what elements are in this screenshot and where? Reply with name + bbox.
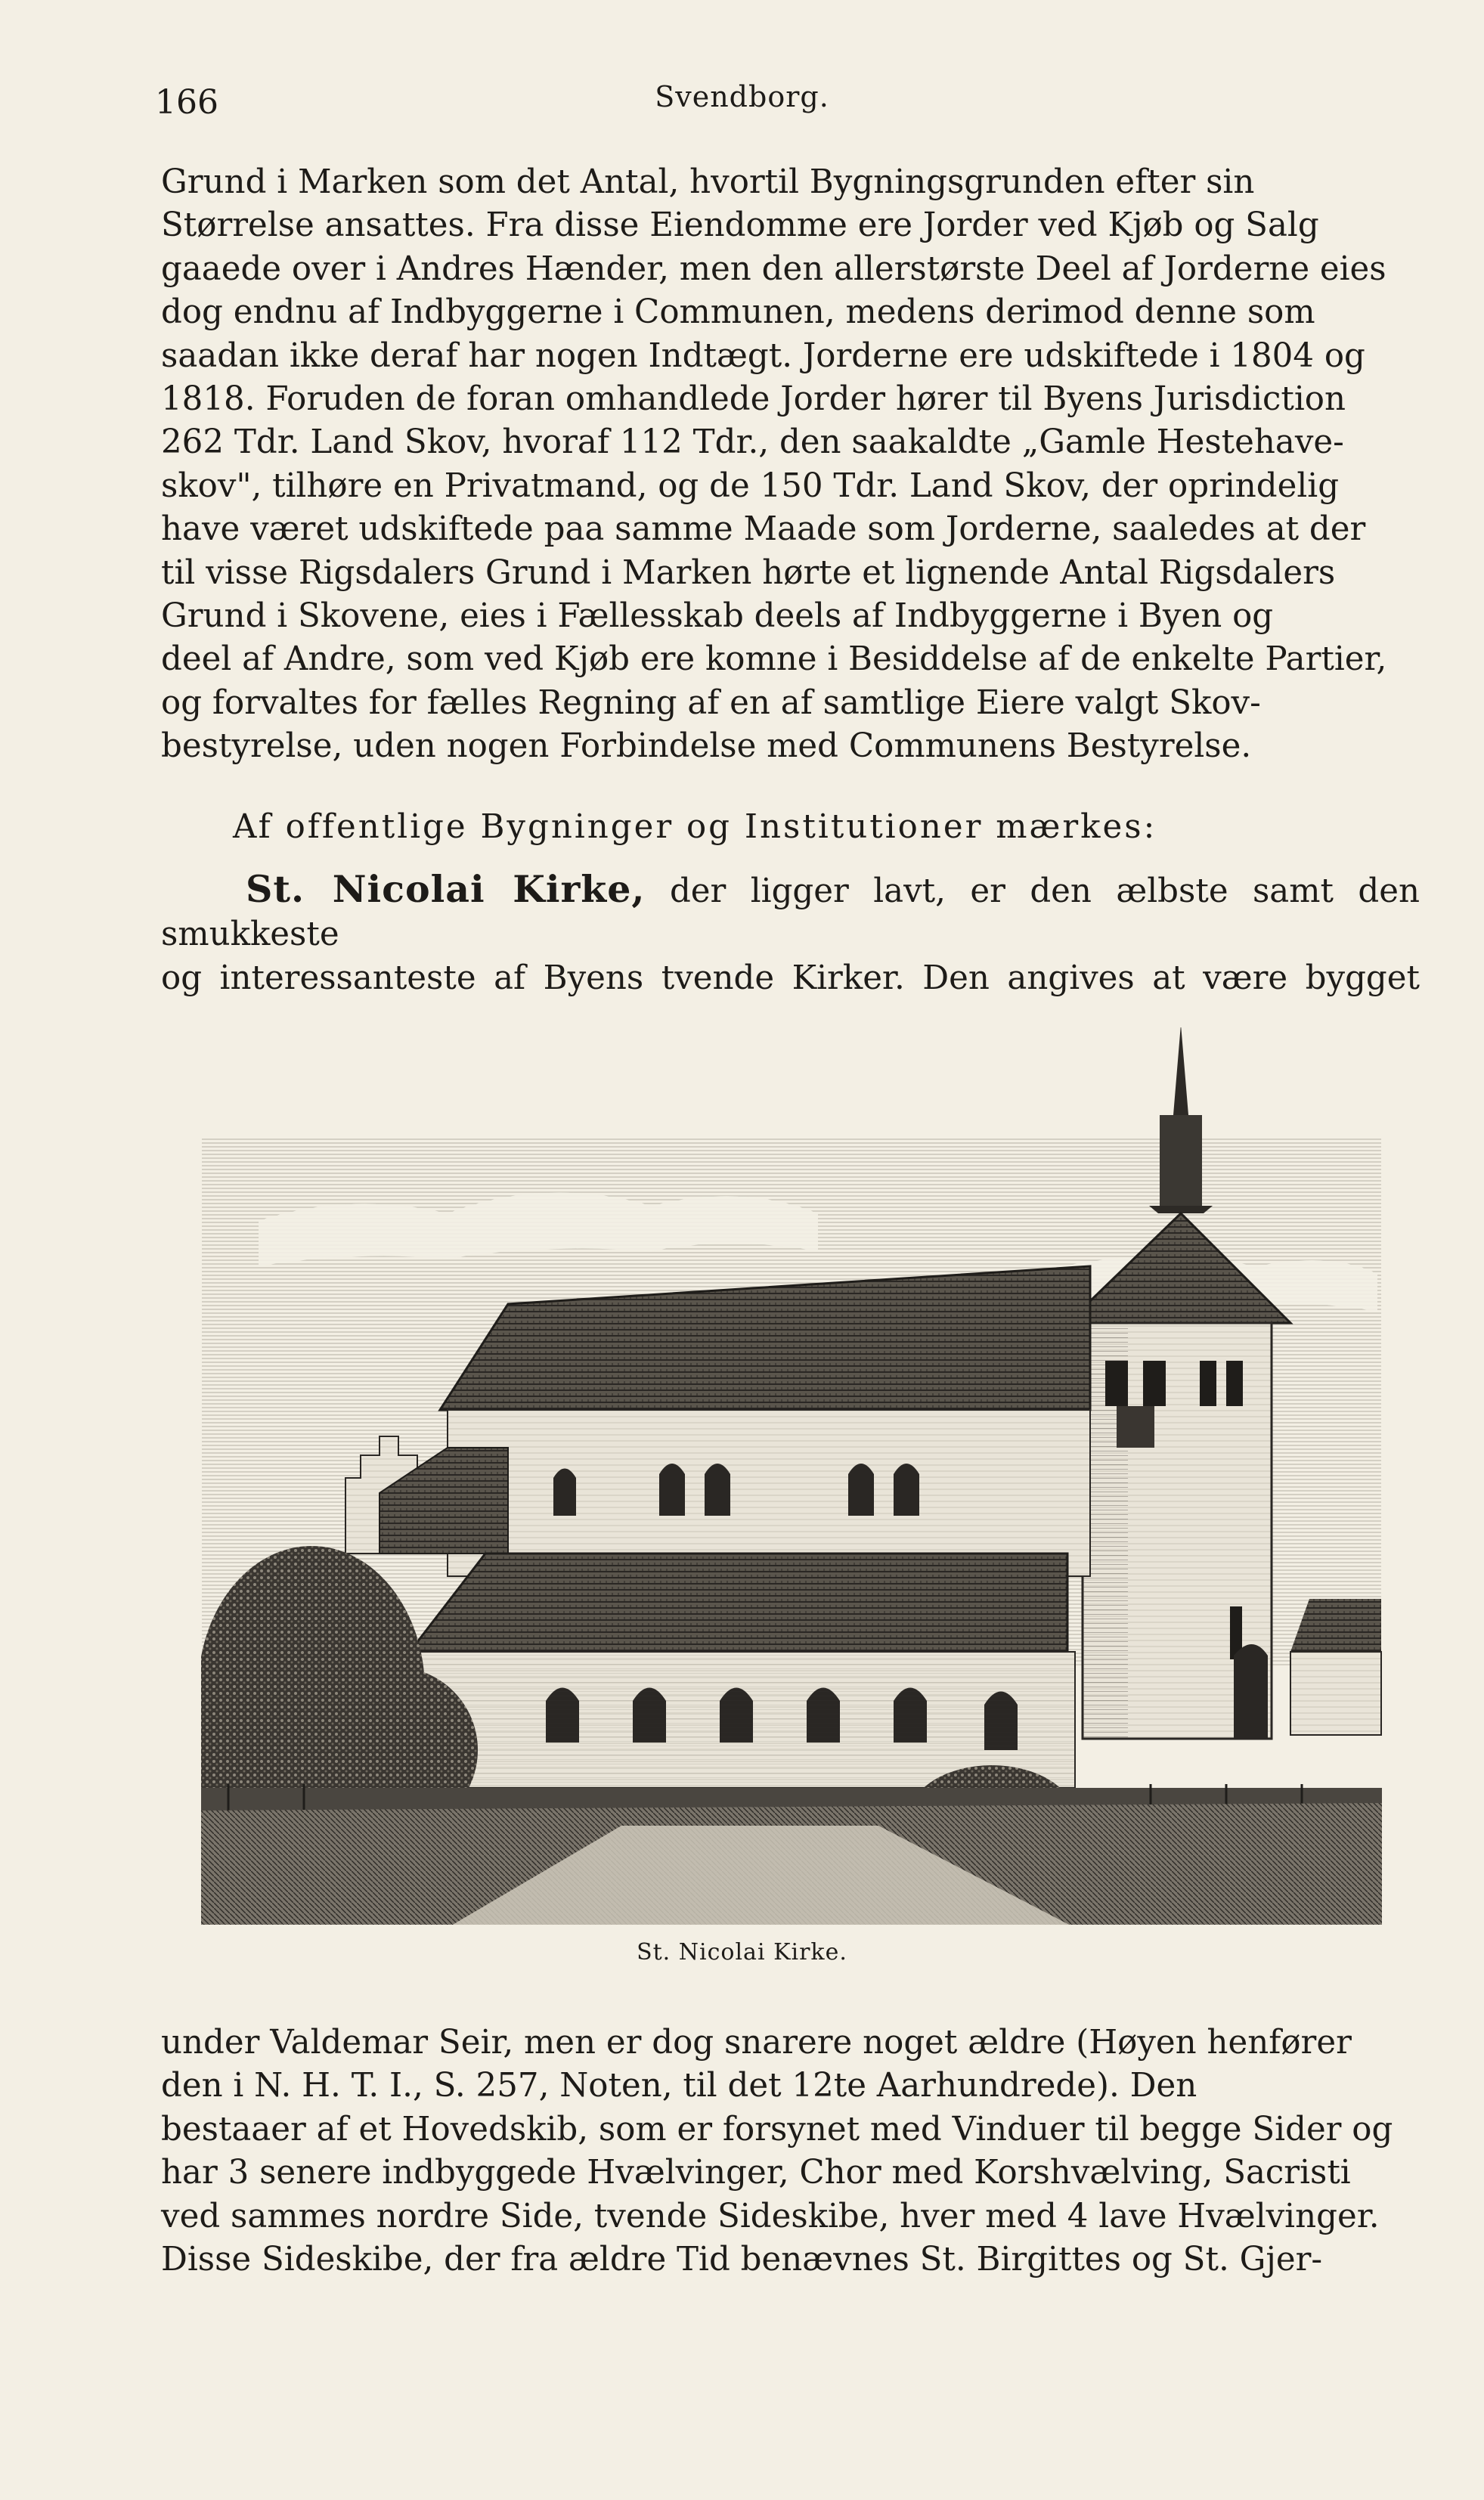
text-line: ved sammes nordre Side, tvende Sideskibe, hver med 4 lave Hvælvinger. — [161, 2197, 1380, 2235]
text-line: har 3 senere indbyggede Hvælvinger, Chor med Korshvælving, Sacristi — [161, 2154, 1351, 2192]
church-engraving-image — [198, 1024, 1385, 1928]
text-line: Størrelse ansattes. Fra disse Eiendomme ere Jorder ved Kjøb og Salg — [161, 206, 1319, 245]
bottom-paragraph — [161, 2021, 1420, 2282]
text-line: Grund i Marken som det Antal, hvortil Bygningsgrunden efter sin — [161, 163, 1255, 201]
text-line: Disse Sideskibe, der fra ældre Tid benævnes St. Birgittes og St. Gjer- — [161, 2241, 1323, 2279]
text-line: gaaede over i Andres Hænder, men den allerstørste Deel af Jorderne eies — [161, 249, 1386, 288]
section-subheading: Af offentlige Bygninger og Institutioner mærkes: — [233, 808, 1157, 846]
text-line: dog endnu af Indbyggerne i Communen, medens derimod denne som — [161, 293, 1315, 332]
entry-lead-title: St. Nicolai Kirke, — [246, 867, 646, 911]
page-number: 166 — [155, 83, 218, 122]
text-line: 1818. Foruden de foran omhandlede Jorder hører til Byens Jurisdiction — [161, 380, 1346, 419]
entry-second-line: og interessanteste af Byens tvende Kirker. Den angives at være bygget — [161, 959, 1420, 997]
text-line: og forvaltes for fælles Regning af en af samtlige Eiere valgt Skov- — [161, 683, 1261, 722]
text-line: saadan ikke deraf har nogen Indtægt. Jorderne ere udskiftede i 1804 og — [161, 336, 1365, 375]
entry-first-line — [161, 868, 1420, 957]
text-line: deel af Andre, som ved Kjøb ere komne i Besiddelse af de enkelte Partier, — [161, 640, 1387, 679]
text-line: den i N. H. T. I., S. 257, Noten, til det 12te Aarhundrede). Den — [161, 2067, 1197, 2105]
text-line: have været udskiftede paa samme Maade som Jorderne, saaledes at der — [161, 510, 1366, 549]
church-engraving — [198, 1024, 1385, 1928]
church-entry — [161, 868, 1420, 1000]
text-line: Grund i Skovene, eies i Fællesskab deels af Indbyggerne i Byen og — [161, 597, 1274, 636]
entry-first-line-rest: der ligger lavt, er den ælbste samt den smukkeste — [161, 872, 1420, 954]
text-line: skov", tilhøre en Privatmand, og de 150 Tdr. Land Skov, der oprindelig — [161, 466, 1340, 505]
running-title: Svendborg. — [655, 80, 829, 113]
top-paragraph — [161, 161, 1420, 769]
text-line: bestyrelse, uden nogen Forbindelse med Communens Bestyrelse. — [161, 727, 1252, 766]
text-line: til visse Rigsdalers Grund i Marken hørte et lignende Antal Rigsdalers — [161, 553, 1336, 592]
illustration-caption: St. Nicolai Kirke. — [637, 1939, 847, 1966]
text-line: bestaaer af et Hovedskib, som er forsynet med Vinduer til begge Sider og — [161, 2110, 1393, 2148]
text-line: under Valdemar Seir, men er dog snarere noget ældre (Høyen henfører — [161, 2024, 1352, 2062]
text-line: 262 Tdr. Land Skov, hvoraf 112 Tdr., den saakaldte „Gamle Hestehave- — [161, 423, 1344, 462]
